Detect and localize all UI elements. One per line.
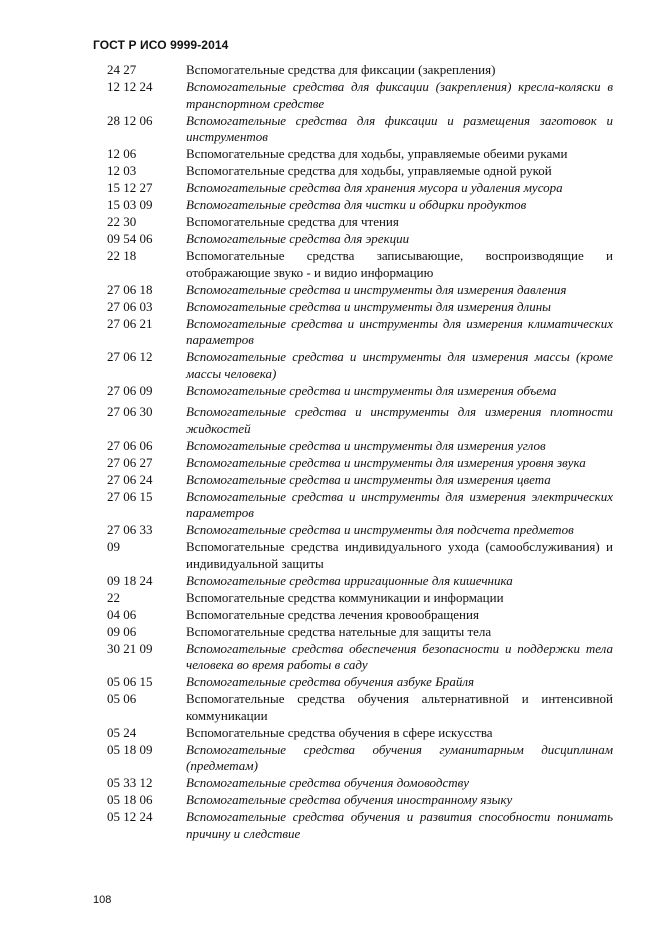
- entry-code: 15 12 27: [107, 180, 153, 195]
- entry-term: Вспомогательные средства записывающие, воспроизводящие и отображающие звуко - и видио информацию: [186, 248, 613, 280]
- index-entry: [107, 146, 613, 163]
- entry-term: Вспомогательные средства индивидуального ухода (самообслуживания) и индивидуальной защиты: [186, 539, 613, 571]
- index-entry: [107, 472, 613, 489]
- entry-term: Вспомогательные средства для фиксации и размещения заготовок и инструментов: [186, 112, 613, 144]
- entry-term: Вспомогательные средства для фиксации (закрепления) кресла-коляски в транспортном средстве: [186, 79, 613, 111]
- index-entry: [107, 725, 613, 742]
- index-entry: [107, 489, 613, 522]
- entry-code: 22: [107, 589, 120, 605]
- entry-term: Вспомогательные средства ирригационные для кишечника: [186, 572, 513, 588]
- entry-term: Вспомогательные средства и инструменты для измерения уровня звука: [186, 454, 586, 470]
- index-entry: [107, 282, 613, 299]
- entry-code: 05 33 12: [107, 775, 153, 790]
- entry-code: 27 06 27: [107, 454, 153, 470]
- entry-code: 27 06 18: [107, 281, 153, 297]
- entry-term: Вспомогательные средства для ходьбы, управляемые одной рукой: [186, 163, 552, 178]
- entry-code: 05 06: [107, 691, 137, 706]
- entry-term: Вспомогательные средства для эрекции: [186, 231, 410, 246]
- entry-term: Вспомогательные средства и инструменты для подсчета предметов: [186, 522, 574, 537]
- entry-term: Вспомогательные средства для чтения: [186, 214, 399, 229]
- index-entry: [107, 197, 613, 214]
- index-entry: [107, 539, 613, 572]
- index-entry: [107, 742, 613, 775]
- entry-code: 27 06 33: [107, 522, 153, 537]
- entry-term: Вспомогательные средства обучения азбуке Брайля: [186, 674, 475, 689]
- entry-code: 27 06 03: [107, 298, 153, 314]
- entry-term: Вспомогательные средства и инструменты для измерения цвета: [186, 471, 551, 487]
- entry-code: 24 27: [107, 62, 137, 77]
- index-entry: [107, 180, 613, 197]
- index-entry: [107, 349, 613, 382]
- entry-term: Вспомогательные средства обучения альтернативной и интенсивной коммуникации: [186, 691, 613, 723]
- entry-term: Вспомогательные средства обучения и развития способности понимать причину и следствие: [186, 809, 613, 841]
- entry-term: Вспомогательные средства и инструменты для измерения электрических параметров: [186, 488, 613, 520]
- page-header: ГОСТ Р ИСО 9999-2014: [93, 38, 229, 52]
- index-entry: [107, 383, 613, 400]
- entry-code: 12 12 24: [107, 79, 153, 94]
- entry-code: 05 24: [107, 724, 137, 740]
- entry-term: Вспомогательные средства лечения кровообращения: [186, 606, 479, 622]
- entry-term: Вспомогательные средства для чистки и обдирки продуктов: [186, 197, 527, 212]
- entry-code: 09: [107, 539, 120, 554]
- index-entry: [107, 522, 613, 539]
- index-entry: [107, 792, 613, 809]
- entry-term: Вспомогательные средства для ходьбы, управляемые обеими руками: [186, 146, 568, 161]
- entry-code: 15 03 09: [107, 197, 153, 212]
- index-entry: [107, 214, 613, 231]
- entry-code: 27 06 30: [107, 404, 153, 419]
- entry-code: 04 06: [107, 606, 137, 622]
- entry-term: Вспомогательные средства для хранения мусора и удаления мусора: [186, 180, 563, 195]
- entry-code: 27 06 24: [107, 471, 153, 487]
- index-entry: [107, 691, 613, 724]
- entry-term: Вспомогательные средства и инструменты для измерения длины: [186, 298, 551, 314]
- entry-term: Вспомогательные средства и инструменты для измерения углов: [186, 437, 546, 453]
- entry-term: Вспомогательные средства коммуникации и информации: [186, 589, 504, 605]
- entry-code: 09 18 24: [107, 572, 153, 588]
- entry-code: 05 18 06: [107, 792, 153, 807]
- entry-code: 27 06 12: [107, 349, 153, 364]
- index-entry: [107, 641, 613, 674]
- entry-code: 27 06 09: [107, 382, 153, 398]
- index-entry: [107, 79, 613, 112]
- entry-code: 09 06: [107, 623, 137, 639]
- index-entry: [107, 404, 613, 437]
- entry-term: Вспомогательные средства обучения домоводству: [186, 775, 470, 790]
- entry-code: 28 12 06: [107, 112, 153, 128]
- index-entries-list: [107, 62, 613, 843]
- index-entry: [107, 573, 613, 590]
- entry-term: Вспомогательные средства и инструменты для измерения массы (кроме массы человека): [186, 349, 613, 381]
- entry-code: 12 06: [107, 146, 137, 161]
- entry-code: 09 54 06: [107, 231, 153, 246]
- entry-term: Вспомогательные средства обучения гуманитарным дисциплинам (предметам): [186, 741, 613, 773]
- index-entry: [107, 113, 613, 146]
- entry-term: Вспомогательные средства обучения иностранному языку: [186, 792, 513, 807]
- entry-code: 30 21 09: [107, 640, 153, 656]
- index-entry: [107, 624, 613, 641]
- entry-term: Вспомогательные средства обеспечения безопасности и поддержки тела человека во время работы в саду: [186, 640, 613, 672]
- index-entry: [107, 775, 613, 792]
- entry-term: Вспомогательные средства и инструменты для измерения давления: [186, 281, 567, 297]
- index-entry: [107, 809, 613, 842]
- entry-term: Вспомогательные средства и инструменты для измерения плотности жидкостей: [186, 404, 613, 436]
- index-entry: [107, 590, 613, 607]
- entry-code: 22 18: [107, 248, 137, 263]
- index-entry: [107, 674, 613, 691]
- index-entry: [107, 163, 613, 180]
- index-entry: [107, 455, 613, 472]
- index-entry: [107, 438, 613, 455]
- page-number: 108: [93, 894, 112, 906]
- entry-term: Вспомогательные средства обучения в сфере искусства: [186, 724, 493, 740]
- entry-term: Вспомогательные средства нательные для защиты тела: [186, 623, 492, 639]
- index-entry: [107, 62, 613, 79]
- entry-code: 05 12 24: [107, 809, 153, 824]
- entry-term: Вспомогательные средства и инструменты для измерения климатических параметров: [186, 315, 613, 347]
- index-entry: [107, 316, 613, 349]
- index-entry: [107, 248, 613, 281]
- entry-code: 27 06 06: [107, 437, 153, 453]
- entry-code: 05 06 15: [107, 674, 153, 689]
- entry-code: 12 03: [107, 163, 137, 178]
- entry-code: 22 30: [107, 214, 137, 229]
- entry-code: 27 06 21: [107, 315, 153, 331]
- entry-term: Вспомогательные средства для фиксации (закрепления): [186, 62, 496, 77]
- index-entry: [107, 299, 613, 316]
- entry-code: 27 06 15: [107, 488, 153, 504]
- index-entry: [107, 607, 613, 624]
- entry-code: 05 18 09: [107, 741, 153, 757]
- entry-term: Вспомогательные средства и инструменты для измерения объема: [186, 382, 557, 398]
- index-entry: [107, 231, 613, 248]
